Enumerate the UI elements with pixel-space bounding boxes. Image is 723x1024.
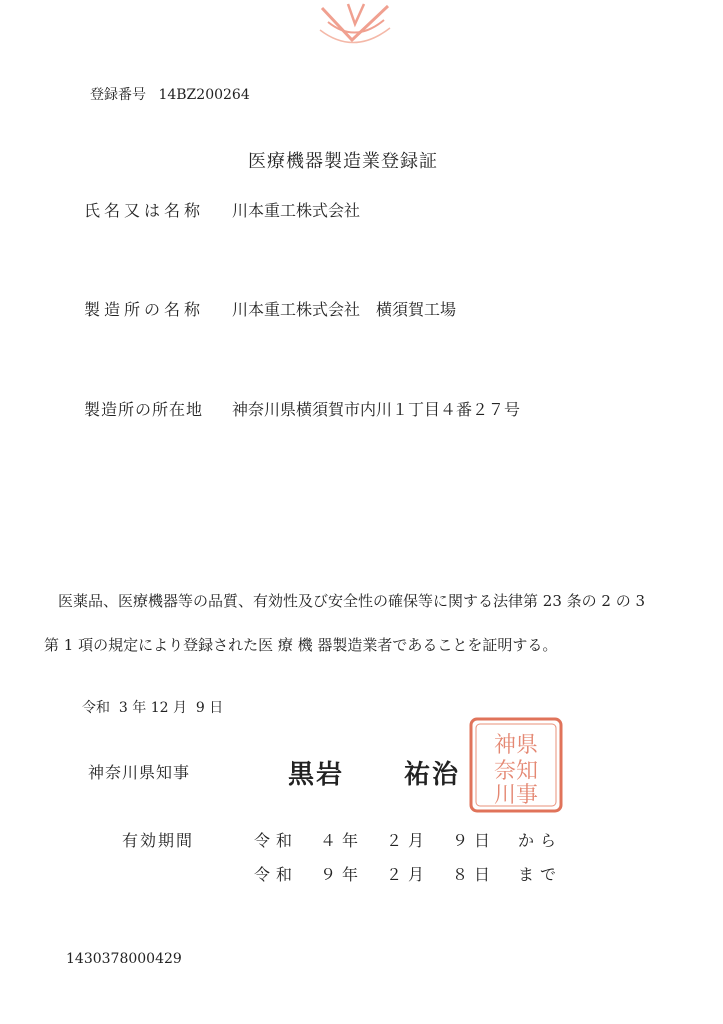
svg-text:奈知: 奈知 bbox=[493, 759, 539, 784]
governor-seal bbox=[468, 716, 564, 814]
issuer-name-given: 祐治 bbox=[404, 760, 461, 790]
validity-from: 令和 ４年 ２月 ９日 から bbox=[254, 831, 563, 850]
svg-text:神県: 神県 bbox=[493, 733, 539, 758]
footer-code: 1430378000429 bbox=[66, 951, 182, 967]
field-value-address: 神奈川県横須賀市内川１丁目４番２７号 bbox=[232, 400, 521, 419]
certification-line-2: 第 1 項の規定により登録された医 療 機 器製造業者であることを証明する。 bbox=[44, 636, 558, 654]
validity-to: 令和 ９年 ２月 ８日 まで bbox=[254, 865, 563, 884]
field-label-address: 製造所の所在地 bbox=[84, 400, 204, 419]
issue-date: 令和 3 年 12 月 9 日 bbox=[82, 700, 224, 716]
field-label-name: 氏名又は名称 bbox=[84, 201, 205, 220]
registration-number: 14BZ200264 bbox=[158, 87, 250, 103]
top-stamp bbox=[318, 0, 392, 48]
registration-number-label: 登録番号 bbox=[90, 87, 146, 103]
registration-number-row bbox=[90, 84, 250, 104]
field-label-facility: 製造所の名称 bbox=[84, 300, 205, 319]
certification-line-1: 医薬品、医療機器等の品質、有効性及び安全性の確保等に関する法律第 23 条の 2 の 3 bbox=[58, 592, 646, 610]
document-title: 医療機器製造業登録証 bbox=[248, 151, 438, 172]
issuer-title: 神奈川県知事 bbox=[88, 763, 191, 782]
issuer-name-family: 黒岩 bbox=[288, 760, 345, 790]
svg-text:川事: 川事 bbox=[493, 783, 539, 808]
validity-label: 有効期間 bbox=[122, 831, 195, 850]
field-value-name: 川本重工株式会社 bbox=[232, 201, 361, 220]
field-value-facility: 川本重工株式会社 横須賀工場 bbox=[232, 300, 457, 319]
